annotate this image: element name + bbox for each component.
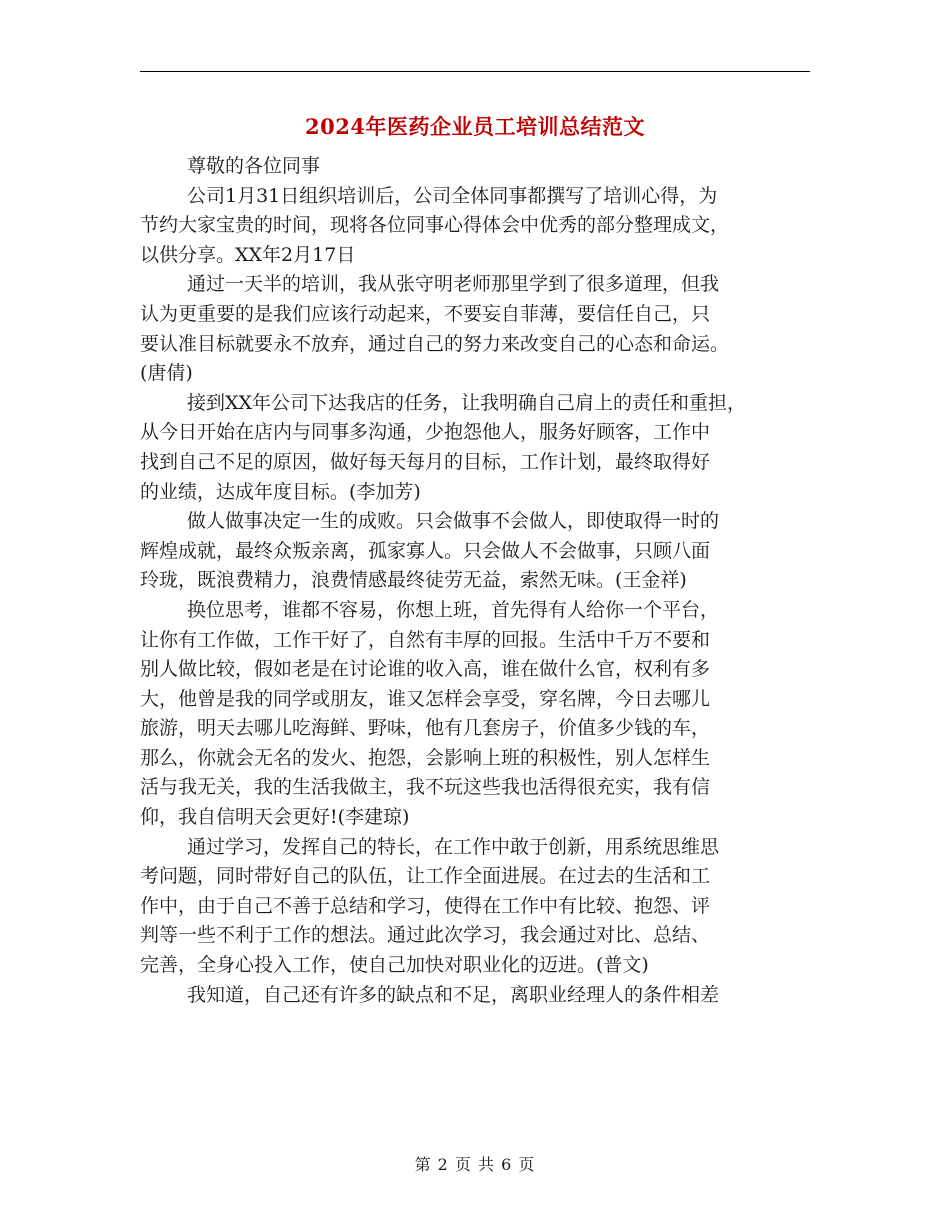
page-footer: 第 2 页 共 6 页 <box>414 1155 536 1174</box>
paragraph-line: 换位思考，谁都不容易，你想上班，首先得有人给你一个平台， <box>187 598 720 621</box>
paragraph-line: 从今日开始在店内与同事多沟通，少抱怨他人，服务好顾客，工作中 <box>140 421 711 444</box>
paragraph <box>140 596 810 833</box>
paragraph-line: 认为更重要的是我们应该行动起来，不要妄自菲薄，要信任自己，只 <box>140 302 711 325</box>
paragraph-line: 别人做比较，假如老是在讨论谁的收入高，谁在做什么官，权利有多 <box>140 658 711 681</box>
paragraph <box>140 833 810 981</box>
paragraph-line: 要认准目标就要永不放弃，通过自己的努力来改变自己的心态和命运。 <box>140 332 730 355</box>
paragraph-line: 以供分享。XX年2月17日 <box>140 243 356 266</box>
paragraph-line: 我知道，自己还有许多的缺点和不足，离职业经理人的条件相差 <box>187 983 720 1006</box>
paragraph-line: 节约大家宝贵的时间，现将各位同事心得体会中优秀的部分整理成文， <box>140 214 730 237</box>
paragraph-line: 的业绩，达成年度目标。(李加芳) <box>140 480 421 503</box>
paragraph <box>140 270 810 388</box>
paragraph-line: 大，他曾是我的同学或朋友，谁又怎样会享受，穿名牌，今日去哪儿 <box>140 687 711 710</box>
paragraph-line: (唐倩) <box>140 362 193 385</box>
paragraph-line: 那么，你就会无名的发火、抱怨，会影响上班的积极性，别人怎样生 <box>140 746 711 769</box>
paragraph-line: 玲珑，既浪费精力，浪费情感最终徒劳无益，索然无味。(王金祥) <box>140 569 687 592</box>
paragraph-line: 考问题，同时带好自己的队伍，让工作全面进展。在过去的生活和工 <box>140 865 711 888</box>
paragraph <box>140 152 810 182</box>
header-rule <box>140 71 810 72</box>
paragraph-line: 仰，我自信明天会更好!(李建琼) <box>140 806 410 829</box>
paragraph-line: 找到自己不足的原因，做好每天每月的目标，工作计划，最终取得好 <box>140 450 711 473</box>
paragraph-line: 活与我无关，我的生活我做主，我不玩这些我也活得很充实，我有信 <box>140 776 711 799</box>
paragraph-line: 让你有工作做，工作干好了，自然有丰厚的回报。生活中千万不要和 <box>140 628 711 651</box>
paragraph-line: 通过一天半的培训，我从张守明老师那里学到了很多道理，但我 <box>187 273 720 296</box>
paragraph <box>140 507 810 596</box>
paragraph-line: 尊敬的各位同事 <box>187 155 321 177</box>
document-title: 2024年医药企业员工培训总结范文 <box>305 114 645 139</box>
paragraph-line: 做人做事决定一生的成败。只会做事不会做人，即使取得一时的 <box>187 510 720 533</box>
paragraph-line: 作中，由于自己不善于总结和学习，使得在工作中有比较、抱怨、评 <box>140 894 711 917</box>
paragraph-line: 通过学习，发挥自己的特长，在工作中敢于创新，用系统思维思 <box>187 835 720 858</box>
paragraph-line: 旅游，明天去哪儿吃海鲜、野味，他有几套房子，价值多少钱的车， <box>140 717 711 740</box>
paragraph-line: 辉煌成就，最终众叛亲离，孤家寡人。只会做人不会做事，只顾八面 <box>140 539 711 562</box>
paragraph <box>140 182 810 271</box>
paragraph-line: 公司1月31日组织培训后，公司全体同事都撰写了培训心得，为 <box>187 184 718 207</box>
document-body <box>140 152 810 1010</box>
paragraph <box>140 389 810 507</box>
paragraph-line: 完善，全身心投入工作，使自己加快对职业化的迈进。(普文) <box>140 954 649 977</box>
paragraph-line: 判等一些不利于工作的想法。通过此次学习，我会通过对比、总结、 <box>140 924 711 947</box>
paragraph-line: 接到XX年公司下达我店的任务，让我明确自己肩上的责任和重担， <box>187 391 747 414</box>
paragraph <box>140 981 810 1011</box>
